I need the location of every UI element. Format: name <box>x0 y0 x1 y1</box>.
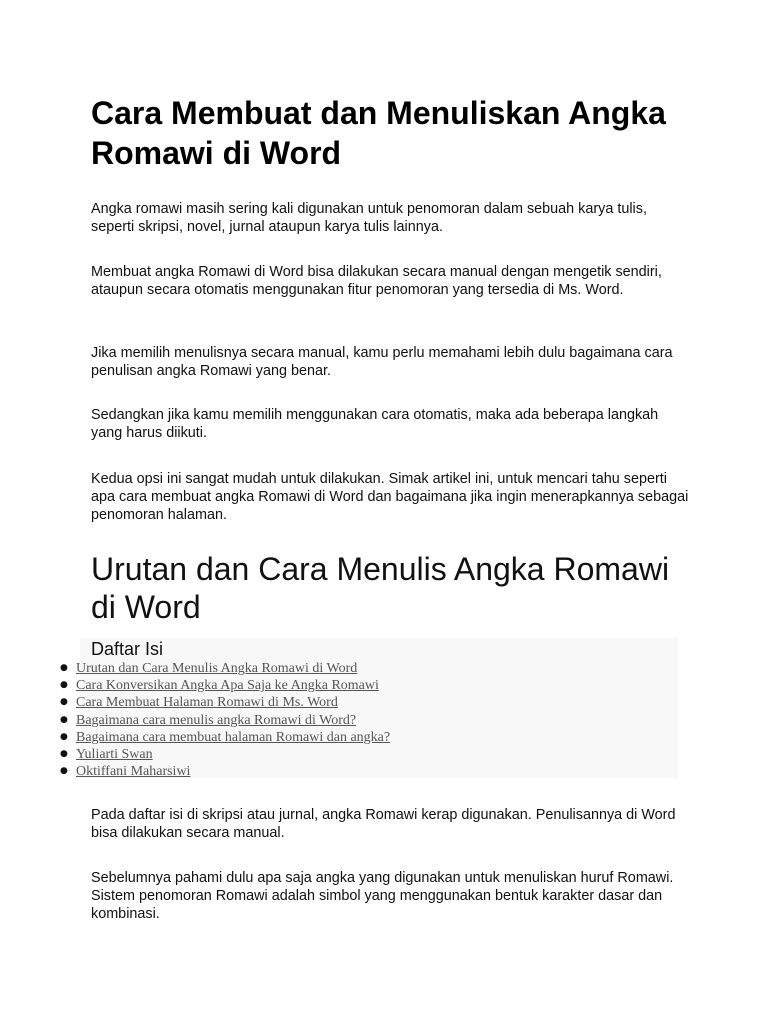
toc-title: Daftar Isi <box>91 639 164 659</box>
toc-item <box>0 712 390 729</box>
paragraph-6: Pada daftar isi di skripsi atau jurnal, angka Romawi kerap digunakan. Penulisannya di Word bisa dilakukan secara manual. <box>91 807 676 842</box>
paragraph-3: Jika memilih menulisnya secara manual, kamu perlu memahami lebih dulu bagaimana cara penulisan angka Romawi yang benar. <box>91 345 673 380</box>
toc-item <box>0 660 390 677</box>
toc-item <box>0 746 390 763</box>
bullet-icon: ● <box>60 766 68 777</box>
toc-link-oktiffani-maharsiwi[interactable]: Oktiffani Maharsiwi <box>76 764 191 780</box>
bullet-icon: ● <box>60 663 68 673</box>
toc-item <box>0 763 390 780</box>
toc-link-menulis-romawi[interactable]: Bagaimana cara menulis angka Romawi di Word? <box>76 712 357 728</box>
paragraph-2: Membuat angka Romawi di Word bisa dilakukan secara manual dengan mengetik sendiri, ataupun secara otomatis menggunakan fitur penomoran yang tersedia di Ms. Word. <box>91 264 662 299</box>
paragraph-4: Sedangkan jika kamu memilih menggunakan cara otomatis, maka ada beberapa langkah yang harus diikuti. <box>91 407 659 442</box>
paragraph-5: Kedua opsi ini sangat mudah untuk dilakukan. Simak artikel ini, untuk mencari tahu seperti apa cara membuat angka Romawi di Word dan bagaimana jika ingin menerapkannya sebagai penomoran halaman. <box>91 471 689 524</box>
paragraph-1: Angka romawi masih sering kali digunakan untuk penomoran dalam sebuah karya tulis, seperti skripsi, novel, jurnal ataupun karya tulis lainnya. <box>91 201 647 236</box>
page-title: Cara Membuat dan Menuliskan Angka Romawi di Word <box>91 95 666 171</box>
toc-list <box>0 660 390 780</box>
bullet-icon: ● <box>60 748 68 759</box>
toc-link-konversi[interactable]: Cara Konversikan Angka Apa Saja ke Angka Romawi <box>76 678 379 694</box>
toc-item <box>0 677 390 694</box>
bullet-icon: ● <box>60 680 68 691</box>
bullet-icon: ● <box>60 714 68 725</box>
bullet-icon: ● <box>60 697 68 708</box>
paragraph-7: Sebelumnya pahami dulu apa saja angka yang digunakan untuk menuliskan huruf Romawi. Sistem penomoran Romawi adalah simbol yang menggunakan bentuk karakter dasar dan kombinasi. <box>91 870 674 923</box>
toc-item <box>0 729 390 746</box>
toc-link-halaman-romawi[interactable]: Cara Membuat Halaman Romawi di Ms. Word <box>76 695 338 711</box>
toc-link-yuliarti-swan[interactable]: Yuliarti Swan <box>76 746 153 762</box>
toc-link-halaman-romawi-angka[interactable]: Bagaimana cara membuat halaman Romawi dan angka? <box>76 729 391 745</box>
toc-link-urutan[interactable]: Urutan dan Cara Menulis Angka Romawi di Word <box>76 661 358 676</box>
bullet-icon: ● <box>60 731 68 742</box>
section-heading: Urutan dan Cara Menulis Angka Romawi di Word <box>91 551 670 625</box>
toc-item <box>0 694 390 711</box>
